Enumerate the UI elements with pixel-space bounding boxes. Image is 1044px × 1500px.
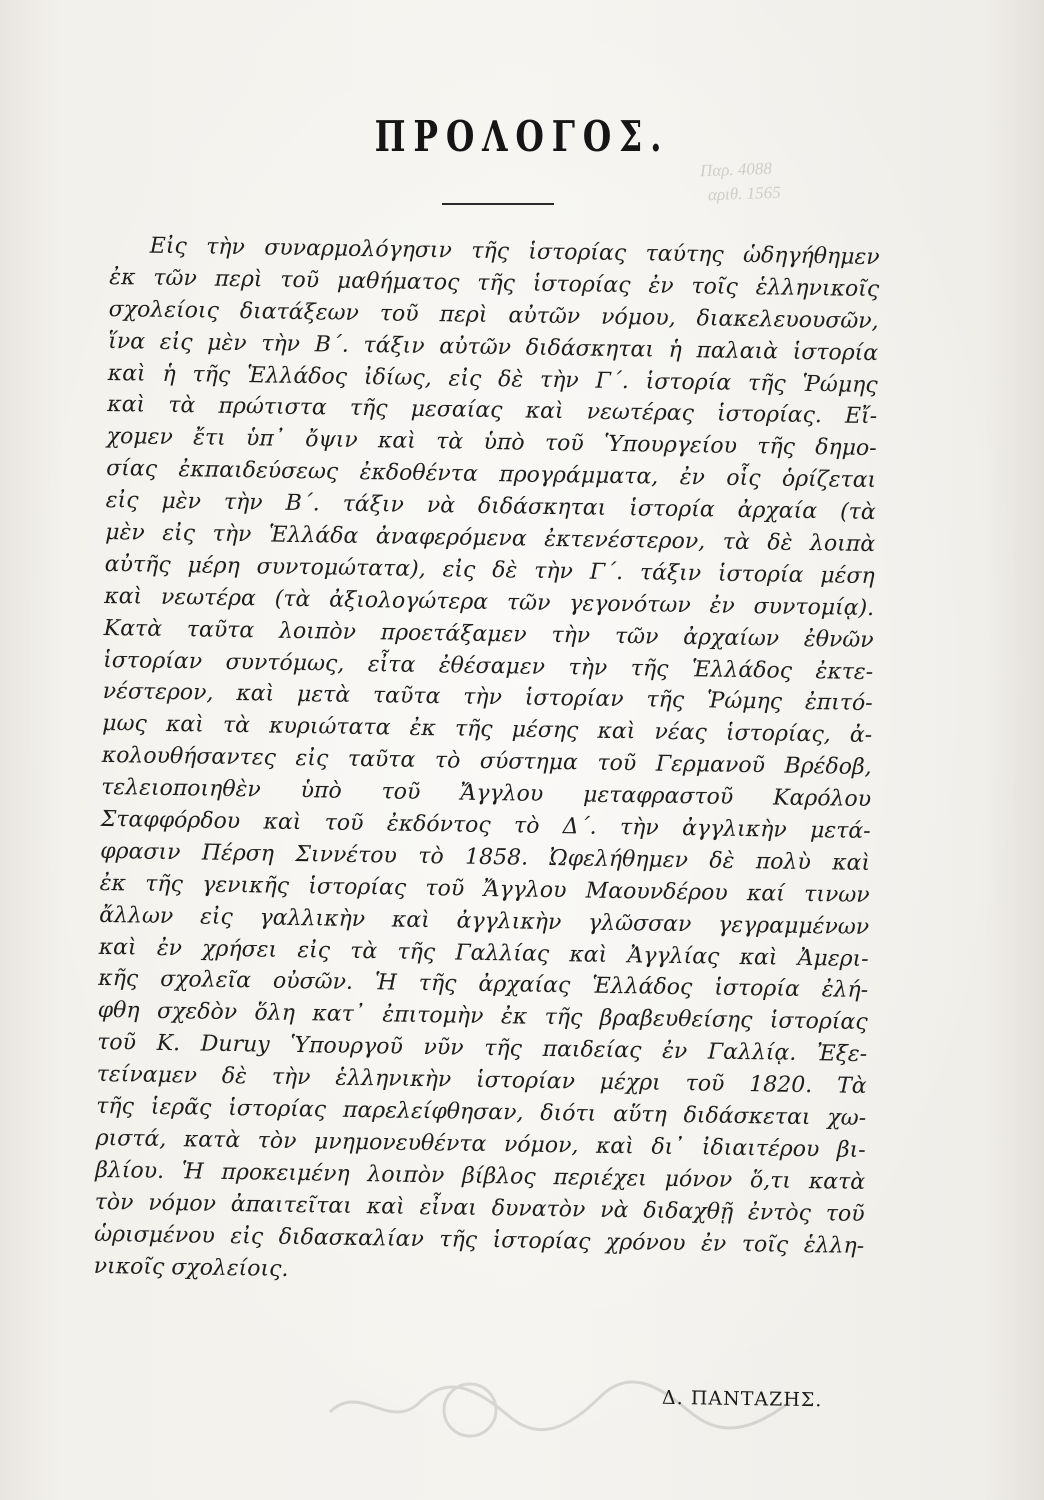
text-line: ἄλλων εἰς γαλλικὴν καὶ ἀγγλικὴν γλῶσσαν γεγραμμένων — [99, 902, 870, 940]
text-line: φθη σχεδὸν ὅλη κατ᾽ ἐπιτομὴν ἐκ τῆς βραβευθείσης ἱστορίας — [97, 998, 868, 1036]
text-line: εἰς μὲν τὴν Β΄. τάξιν νὰ διδάσκηται ἱστορία ἀρχαία (τὰ — [105, 488, 876, 526]
author-signature: Δ. ΠΑΝΤΑΖΗΣ. — [661, 1386, 823, 1412]
text-line: σίας ἐκπαιδεύσεως ἐκδοθέντα προγράμματα, ἐν οἷς ὁρίζεται — [106, 456, 877, 494]
text-line: ριστά, κατὰ τὸν μνημονευθέντα νόμον, καὶ δι᾽ ἰδιαιτέρου βι- — [95, 1125, 866, 1163]
title-divider — [442, 203, 554, 205]
text-line: νικοῖς σχολείοις. — [93, 1253, 289, 1282]
text-line: ἐκ τῶν περὶ τοῦ μαθήματος τῆς ἱστορίας ἐν τοῖς ἑλληνικοῖς — [109, 264, 880, 302]
text-line: μως καὶ τὰ κυριώτατα ἐκ τῆς μέσης καὶ νέας ἱστορίας, ἀ- — [102, 711, 873, 749]
text-line: καὶ τὰ πρώτιστα τῆς μεσαίας καὶ νεωτέρας ἱστορίας. Εἴ- — [107, 392, 878, 430]
text-line: Εἰς τὴν συναρμολόγησιν τῆς ἱστορίας ταύτης ὡδηγήθημεν — [149, 233, 880, 271]
text-line: αὐτῆς μέρη συντομώτατα), εἰς δὲ τὴν Γ΄. τάξιν ἱστορία μέση — [104, 551, 875, 589]
text-line: μὲν εἰς τὴν Ἑλλάδα ἀναφερόμενα ἐκτενέστερον, τὰ δὲ λοιπὰ — [105, 519, 876, 558]
text-line: φρασιν Πέρση Σιννέτου τὸ 1858. Ὠφελήθημεν δὲ πολὺ καὶ — [100, 838, 871, 876]
text-line: σχολείοις διατάξεων τοῦ περὶ αὐτῶν νόμου, διακελευουσῶν, — [108, 296, 879, 334]
text-line: νέστερον, καὶ μετὰ ταῦτα τὴν ἱστορίαν τῆς Ῥώμης ἐπιτό- — [102, 679, 873, 717]
text-line: ἵνα εἰς μὲν τὴν Β΄. τάξιν αὐτῶν διδάσκηται ἡ παλαιὰ ἱστορία — [108, 328, 879, 366]
text-line: καὶ ἐν χρήσει εἰς τὰ τῆς Γαλλίας καὶ Ἀγγλίας καὶ Ἀμερι- — [98, 934, 869, 972]
text-line: τείναμεν δὲ τὴν ἑλληνικὴν ἱστορίαν μέχρι τοῦ 1820. Τὰ — [96, 1062, 867, 1100]
text-line: κῆς σχολεῖα οὐσῶν. Ἡ τῆς ἀρχαίας Ἑλλάδος ἱστορία ἐλή- — [98, 966, 869, 1004]
text-line: βλίου. Ἡ προκειμένη λοιπὸν βίβλος περιέχει μόνον ὅ,τι κατὰ — [95, 1157, 866, 1195]
page-title: ΠΡΟΛΟΓΟΣ. — [374, 112, 670, 161]
text-line: τῆς ἱερᾶς ἱστορίας παρελείφθησαν, διότι αὕτη διδάσκεται χω- — [96, 1093, 867, 1132]
text-line: χομεν ἔτι ὑπ᾽ ὄψιν καὶ τὰ ὑπὸ τοῦ Ὑπουργείου τῆς δημο- — [106, 424, 877, 462]
text-line: τελειοποιηθὲν ὑπὸ τοῦ Ἄγγλου μεταφραστοῦ Καρόλου — [101, 775, 872, 813]
text-line: τοῦ Κ. Duruy Ὑπουργοῦ νῦν τῆς παιδείας ἐν Γαλλίᾳ. Ἐξε- — [97, 1030, 868, 1068]
text-line: Κατὰ ταῦτα λοιπὸν προετάξαμεν τὴν τῶν ἀρχαίων ἐθνῶν — [103, 615, 874, 653]
text-line: καὶ ἡ τῆς Ἑλλάδος ἰδίως, εἰς δὲ τὴν Γ΄. ἱστορία τῆς Ῥώμης — [107, 360, 878, 398]
text-line: ὡρισμένου εἰς διδασκαλίαν τῆς ἱστορίας χρόνου ἐν τοῖς ἑλλη- — [94, 1221, 865, 1259]
preface-paragraph — [93, 230, 879, 1294]
text-line: καὶ νεωτέρα (τὰ ἀξιολογώτερα τῶν γεγονότων ἐν συντομίᾳ). — [104, 583, 875, 621]
bleed-through-mark: αριθ. 1565 — [707, 182, 781, 205]
text-line: ἐκ τῆς γενικῆς ἱστορίας τοῦ Ἄγγλου Μαουνδέρου καί τινων — [99, 870, 870, 908]
text-line: ἱστορίαν συντόμως, εἶτα ἐθέσαμεν τὴν τῆς Ἑλλάδος ἐκτε- — [103, 647, 874, 685]
bleed-through-mark: Παρ. 4088 — [699, 158, 773, 181]
text-line: Σταφφόρδου καὶ τοῦ ἐκδόντος τὸ Δ΄. τὴν ἀγγλικὴν μετά- — [100, 806, 871, 845]
text-line: κολουθήσαντες εἰς ταῦτα τὸ σύστημα τοῦ Γερμανοῦ Βρέδοβ, — [101, 743, 872, 781]
text-line: τὸν νόμον ἀπαιτεῖται καὶ εἶναι δυνατὸν νὰ διδαχθῇ ἐντὸς τοῦ — [94, 1189, 865, 1227]
